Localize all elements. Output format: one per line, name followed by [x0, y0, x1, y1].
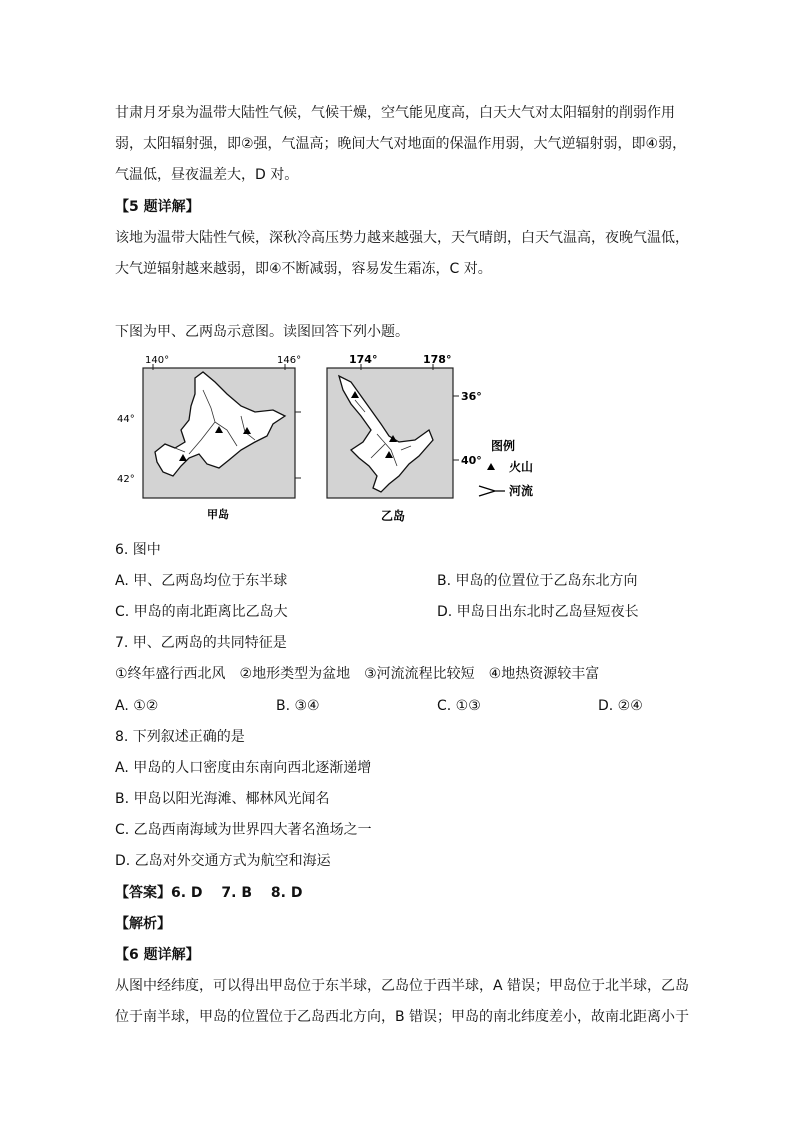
q6-option-b: B. 甲岛的位置位于乙岛东北方向	[437, 573, 638, 589]
question-7-items: ①终年盛行西北风 ②地形类型为盆地 ③河流流程比较短 ④地热资源较丰富	[115, 666, 600, 682]
paragraph-line: 甘肃月牙泉为温带大陆性气候，气候干燥，空气能见度高，白天大气对太阳辐射的削弱作用	[115, 105, 675, 121]
q7-option-b: B. ③④	[276, 698, 320, 714]
paragraph-line: 位于南半球，甲岛的位置位于乙岛西北方向，B 错误；甲岛的南北纬度差小，故南北距离小于	[115, 1009, 690, 1025]
legend-volcano-label: 火山	[509, 460, 534, 474]
section-header: 【6 题详解】	[115, 947, 200, 963]
paragraph-line: 大气逆辐射越来越弱，即④不断减弱，容易发生霜冻，C 对。	[115, 261, 492, 277]
question-8-stem: 8. 下列叙述正确的是	[115, 729, 245, 745]
map-jia-lat-2: 42°	[117, 474, 135, 485]
q8-option-a: A. 甲岛的人口密度由东南向西北逐渐递增	[115, 760, 372, 776]
paragraph-line: 下图为甲、乙两岛示意图。读图回答下列小题。	[115, 324, 409, 340]
map-jia-lon-1: 140°	[145, 355, 170, 366]
q7-option-c: C. ①③	[437, 698, 481, 714]
map-yi-caption: 乙岛	[381, 509, 406, 523]
map-yi	[327, 353, 482, 523]
legend-river-icon	[479, 486, 505, 496]
island-map-figure	[115, 350, 565, 530]
question-7-stem: 7. 甲、乙两岛的共同特征是	[115, 635, 287, 651]
map-jia	[117, 355, 301, 521]
legend-river-label: 河流	[509, 484, 534, 498]
map-jia-caption: 甲岛	[207, 508, 229, 521]
paragraph-line: 该地为温带大陆性气候，深秋冷高压势力越来越强大，天气晴朗，白天气温高，夜晚气温低，	[115, 230, 689, 246]
section-header: 【5 题详解】	[115, 199, 200, 215]
map-yi-lat-2: 40°	[461, 454, 482, 467]
q8-option-d: D. 乙岛对外交通方式为航空和海运	[115, 853, 331, 869]
map-jia-lat-1: 44°	[117, 414, 135, 425]
q7-option-d: D. ②④	[598, 698, 643, 714]
analysis-header: 【解析】	[115, 916, 171, 932]
question-6-stem: 6. 图中	[115, 542, 161, 558]
map-yi-lon-1: 174°	[349, 353, 378, 366]
q8-option-c: C. 乙岛西南海域为世界四大著名渔场之一	[115, 822, 372, 838]
q7-option-a: A. ①②	[115, 698, 159, 714]
q6-option-d: D. 甲岛日出东北时乙岛昼短夜长	[437, 604, 639, 620]
legend-title: 图例	[491, 439, 516, 453]
q6-option-c: C. 甲岛的南北距离比乙岛大	[115, 604, 288, 620]
paragraph-line: 气温低，昼夜温差大，D 对。	[115, 167, 299, 183]
paragraph-line: 弱，太阳辐射强，即②强，气温高；晚间大气对地面的保温作用弱，大气逆辐射弱，即④弱，	[115, 136, 687, 152]
map-jia-lon-2: 146°	[277, 355, 302, 366]
paragraph-line: 从图中经纬度，可以得出甲岛位于东半球，乙岛位于西半球，A 错误；甲岛位于北半球，乙岛	[115, 978, 690, 994]
map-yi-lon-2: 178°	[423, 353, 452, 366]
map-legend	[479, 438, 533, 498]
answer-line: 【答案】6. D 7. B 8. D	[115, 885, 303, 901]
map-yi-lat-1: 36°	[461, 390, 482, 403]
q6-option-a: A. 甲、乙两岛均位于东半球	[115, 573, 288, 589]
legend-volcano-icon	[487, 463, 495, 470]
q8-option-b: B. 甲岛以阳光海滩、椰林风光闻名	[115, 791, 330, 807]
